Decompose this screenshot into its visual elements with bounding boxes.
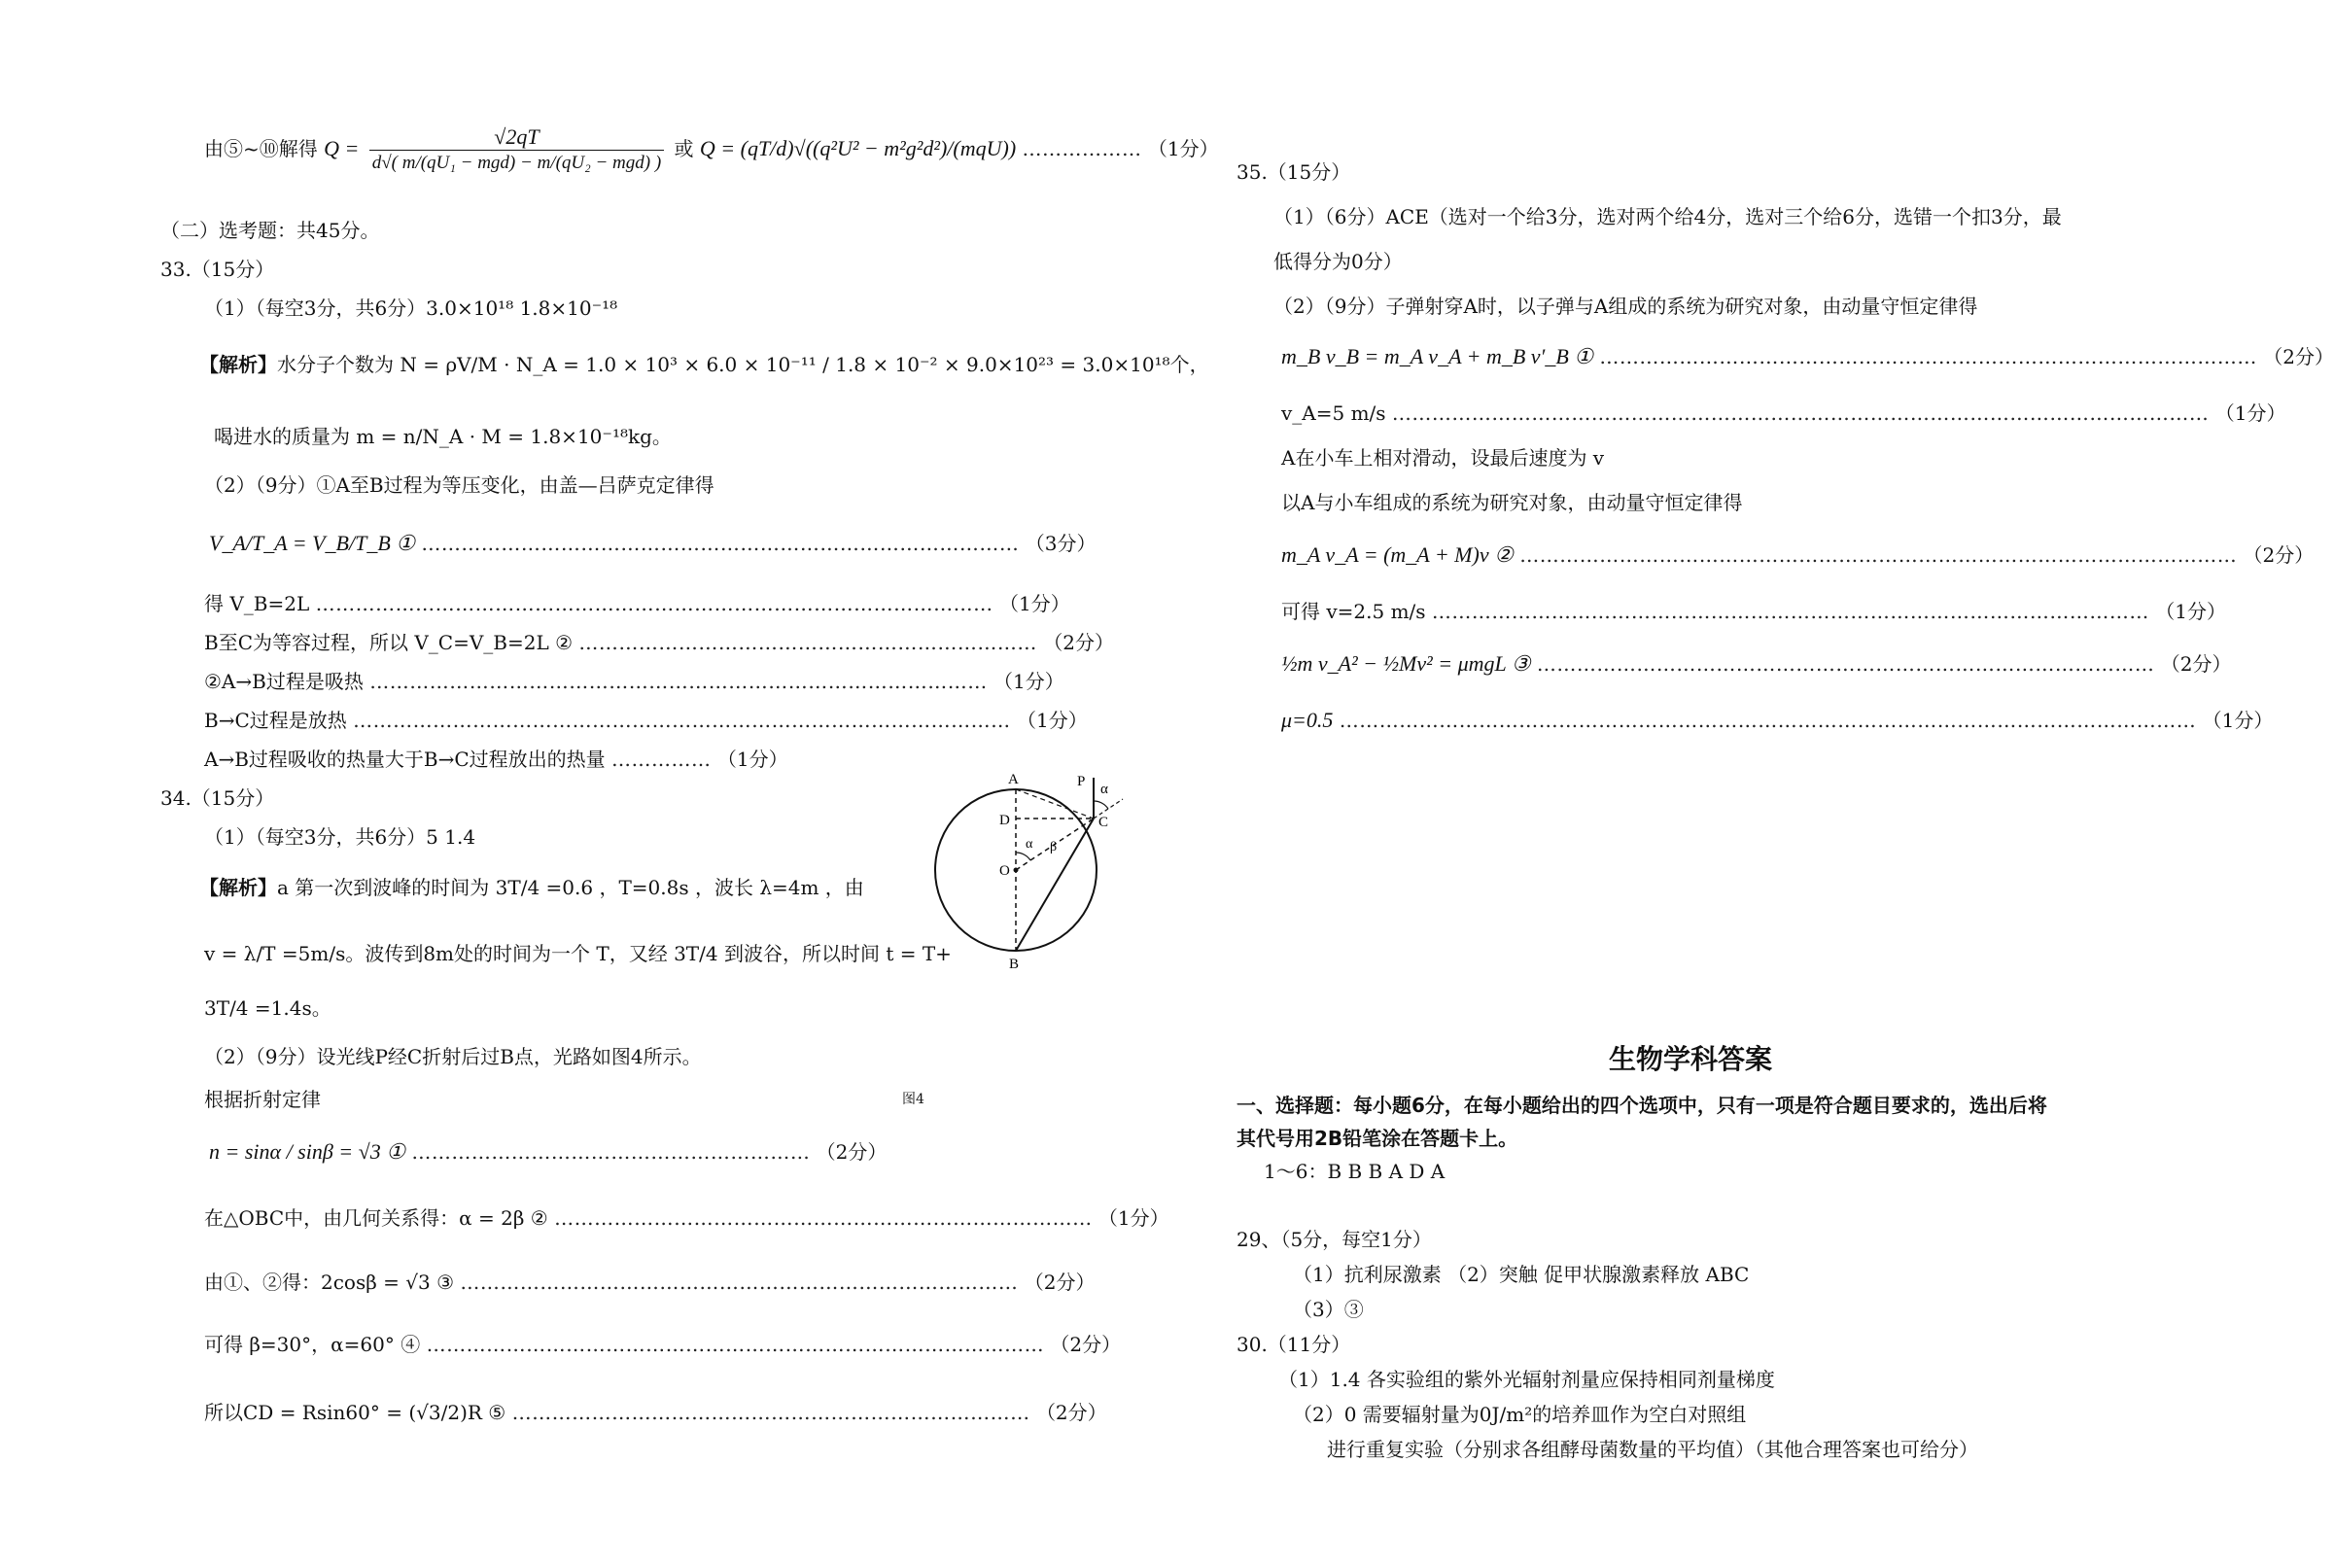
analysis-label: 【解析】: [199, 876, 277, 899]
q33-bc2-score: （1分）: [1016, 709, 1088, 732]
q35-eq2-formula: m_A v_A = (m_A + M)v ②: [1281, 542, 1514, 567]
figure-caption: 图4: [902, 1092, 924, 1107]
q35-slide: A在小车上相对滑动，设最后速度为 v: [1281, 446, 1605, 470]
q35-eq1: m_B v_B = m_A v_A + m_B v′_B ① ……………………………………………………………………………………… （2分）: [1281, 344, 2334, 368]
q33-bc2-text: B→C过程是放热: [204, 709, 347, 732]
q35-v-score: （1分）: [2155, 600, 2226, 623]
q34-time: 3T/4 =1.4s。: [204, 996, 331, 1020]
q35-mu: μ=0.5 ………………………………………………………………………………………………………………… （1分）: [1281, 708, 2274, 732]
q29-heading: 29、（5分，每空1分）: [1237, 1228, 1432, 1251]
analysis-label: 【解析】: [199, 353, 277, 376]
q33-eq1-formula: V_A/T_A = V_B/T_B ①: [209, 531, 415, 555]
angle-alpha-arc-inner: [1016, 853, 1030, 860]
q34-eq1: n = sinα / sinβ = √3 ① …………………………………………………… （2分）: [209, 1139, 888, 1164]
label-d: D: [999, 813, 1010, 828]
label-c: C: [1098, 815, 1109, 830]
q33-heat-score: （1分）: [716, 748, 788, 771]
bio-choice-instructions-b: 其代号用2B铅笔涂在答题卡上。: [1237, 1127, 1518, 1150]
q33-bc: B至C为等容过程，所以 V_C=V_B=2L ② …………………………………………………………… （2分）: [204, 631, 1115, 654]
q34-cos-text: 由①、②得：2cosβ = √3 ③: [204, 1271, 455, 1294]
q33-heading: 33.（15分）: [160, 258, 275, 281]
q35-part2: （2）（9分）子弹射穿A时，以子弹与A组成的系统为研究对象，由动量守恒定律得: [1273, 295, 1978, 318]
q34-analysis: [199, 875, 864, 900]
q35-heading: 35.（15分）: [1237, 160, 1351, 184]
q34-heading: 34.（15分）: [160, 786, 275, 810]
q32-result-line: 由⑤~⑩解得 Q = $\frac{√2qT}{\text{d√( m/(qU₁ − mgd) − m/(qU₂ − mgd) )}}$ 或 Q = (qT/d)√((q²U² − m²g²d²)/(mqU)) ……………… （1分）: [204, 124, 1219, 176]
q33-bc2: B→C过程是放热 ……………………………………………………………………………………… （1分）: [204, 709, 1088, 732]
label-p: P: [1077, 774, 1086, 789]
q35-mu-text: μ=0.5: [1281, 708, 1334, 732]
q33-bc-text: B至C为等容过程，所以 V_C=V_B=2L ②: [204, 631, 574, 654]
q33-vb: 得 V_B=2L ………………………………………………………………………………………… （1分）: [204, 592, 1070, 615]
q33-analysis: [199, 352, 1209, 377]
line-ac: [1016, 789, 1094, 819]
q33-eq1: V_A/T_A = V_B/T_B ① ……………………………………………………………………………… （3分）: [209, 531, 1097, 555]
label-alpha-inner: α: [1026, 837, 1033, 852]
q35-eq3: ½m v_A² − ½Mv² = μmgL ③ ………………………………………………………………………………… （2分）: [1281, 651, 2232, 676]
q35-eq2: m_A v_A = (m_A + M)v ② ……………………………………………………………………………………………… （2分）: [1281, 542, 2315, 567]
q33-ab-text: ②A→B过程是吸热: [204, 670, 364, 693]
q34-part2: （2）（9分）设光线P经C折射后过B点，光路如图4所示。: [204, 1045, 702, 1068]
biology-title: 生物学科答案: [1609, 1043, 1773, 1075]
q35-va-score: （1分）: [2214, 401, 2286, 425]
q35-v: 可得 v=2.5 m/s ……………………………………………………………………………………………… （1分）: [1281, 600, 2226, 623]
q35-va: v_A=5 m/s …………………………………………………………………………………………………………… （1分）: [1281, 401, 2286, 425]
q34-law: 根据折射定律: [204, 1088, 321, 1111]
q34-cd-score: （2分）: [1035, 1401, 1107, 1424]
q30-part1: （1）1.4 各实验组的紫外光辐射剂量应保持相同剂量梯度: [1278, 1368, 1775, 1391]
label-alpha-top: α: [1100, 782, 1108, 797]
section-2-heading: （二）选考题：共45分。: [160, 219, 380, 242]
q33-ab: ②A→B过程是吸热 ………………………………………………………………………………… （1分）: [204, 670, 1064, 693]
q34-velocity: v = λ/T =5m/s。波传到8m处的时间为一个 T，又经 3T/4 到波谷，所以时间 t = T+: [204, 942, 952, 965]
q32-fraction-1: $\frac{√2qT}{\text{d√( m/(qU₁ − mgd) − m/(qU₂ − mgd) )}}$: [369, 124, 664, 176]
q33-vb-text: 得 V_B=2L: [204, 592, 310, 615]
q35-v-text: 可得 v=2.5 m/s: [1281, 600, 1426, 623]
label-o: O: [999, 863, 1010, 879]
q35-eq2-score: （2分）: [2243, 543, 2315, 567]
q33-heat: A→B过程吸收的热量大于B→C过程放出的热量 …………… （1分）: [204, 748, 788, 771]
q35-eq3-score: （2分）: [2160, 652, 2232, 676]
q34-eq1-formula: n = sinα / sinβ = √3 ①: [209, 1139, 405, 1164]
q34-geo-score: （1分）: [1097, 1206, 1169, 1230]
q32-or: 或: [674, 137, 694, 160]
q34-geo: 在△OBC中，由几何关系得：α = 2β ② ……………………………………………………………………… （1分）: [204, 1206, 1169, 1230]
q34-beta: 可得 β=30°，α=60° ④ ………………………………………………………………………………… （2分）: [204, 1333, 1122, 1356]
q35-part1-a: （1）（6分）ACE（选对一个给3分，选对两个给4分，选对三个给6分，选错一个扣3分，最: [1273, 205, 2062, 228]
q33-eq1-score: （3分）: [1025, 532, 1097, 555]
label-a: A: [1008, 772, 1019, 787]
q32-fraction-2: Q = (qT/d)√((q²U² − m²g²d²)/(mqU)): [699, 136, 1017, 160]
q34-beta-text: 可得 β=30°，α=60° ④: [204, 1333, 421, 1356]
q34-beta-score: （2分）: [1050, 1333, 1122, 1356]
q34-eq1-score: （2分）: [816, 1140, 888, 1164]
q32-score: （1分）: [1147, 137, 1219, 160]
q33-ab-score: （1分）: [993, 670, 1064, 693]
q34-cd: 所以CD = Rsin60° = (√3/2)R ⑤ …………………………………………………………………… （2分）: [204, 1401, 1107, 1424]
q35-eq3-formula: ½m v_A² − ½Mv² = μmgL ③: [1281, 651, 1531, 676]
q35-eq1-formula: m_B v_B = m_A v_A + m_B v′_B ①: [1281, 344, 1594, 368]
q34-cd-text: 所以CD = Rsin60° = (√3/2)R ⑤: [204, 1401, 506, 1424]
q30-part2: （2）0 需要辐射量为0J/m²的培养皿作为空白对照组: [1293, 1403, 1747, 1426]
angle-alpha-arc: [1094, 801, 1108, 809]
q34-geo-text: 在△OBC中，由几何关系得：α = 2β ②: [204, 1206, 548, 1230]
q33-heat-text: A→B过程吸收的热量大于B→C过程放出的热量: [204, 748, 606, 771]
label-beta: β: [1050, 840, 1058, 854]
q33-part2: （2）（9分）①A至B过程为等压变化，由盖—吕萨克定律得: [204, 473, 714, 497]
bio-choice-answers: 1～6：B B B A D A: [1264, 1160, 1446, 1183]
q35-part1-b: 低得分为0分）: [1273, 250, 1403, 273]
q33-part1: （1）（每空3分，共6分）3.0×10¹⁸ 1.8×10⁻¹⁸: [204, 296, 618, 320]
q34-analysis-text: a 第一次到波峰的时间为 3T/4 =0.6 ，T=0.8s ，波长 λ=4m ，由: [277, 876, 864, 899]
q34-cos: 由①、②得：2cosβ = √3 ③ ………………………………………………………………………… （2分）: [204, 1271, 1096, 1294]
q34-cos-score: （2分）: [1024, 1271, 1096, 1294]
figure-4-circle-diagram: [923, 758, 1128, 972]
label-b: B: [1009, 957, 1020, 972]
q33-analysis-text: 水分子个数为 N = ρV/M · N_A = 1.0 × 10³ × 6.0 × 10⁻¹¹ / 1.8 × 10⁻² × 9.0×10²³ = 3.0×10¹⁸个，: [277, 353, 1209, 376]
center-point: [1014, 868, 1019, 873]
q34-part1: （1）（每空3分，共6分）5 1.4: [204, 825, 476, 849]
q35-system: 以A与小车组成的系统为研究对象，由动量守恒定律得: [1281, 491, 1743, 514]
q29-part3: （3）③: [1293, 1298, 1364, 1321]
q33-vb-score: （1分）: [998, 592, 1070, 615]
bio-choice-instructions-a: 一、选择题：每小题6分，在每小题给出的四个选项中，只有一项是符合题目要求的，选出后将: [1237, 1094, 2047, 1117]
q32-prefix: 由⑤~⑩解得: [204, 137, 318, 160]
q33-mass: 喝进水的质量为 m = n/N_A · M = 1.8×10⁻¹⁸kg。: [214, 425, 672, 448]
q30-heading: 30.（11分）: [1237, 1333, 1351, 1356]
q35-mu-score: （1分）: [2202, 709, 2274, 732]
q30-part3: 进行重复实验（分别求各组酵母菌数量的平均值）（其他合理答案也可给分）: [1327, 1438, 1978, 1461]
q35-eq1-score: （2分）: [2263, 345, 2334, 368]
q35-va-text: v_A=5 m/s: [1281, 401, 1386, 425]
q29-answers: （1）抗利尿激素 （2）突触 促甲状腺激素释放 ABC: [1293, 1263, 1750, 1286]
q33-bc-score: （2分）: [1043, 631, 1115, 654]
